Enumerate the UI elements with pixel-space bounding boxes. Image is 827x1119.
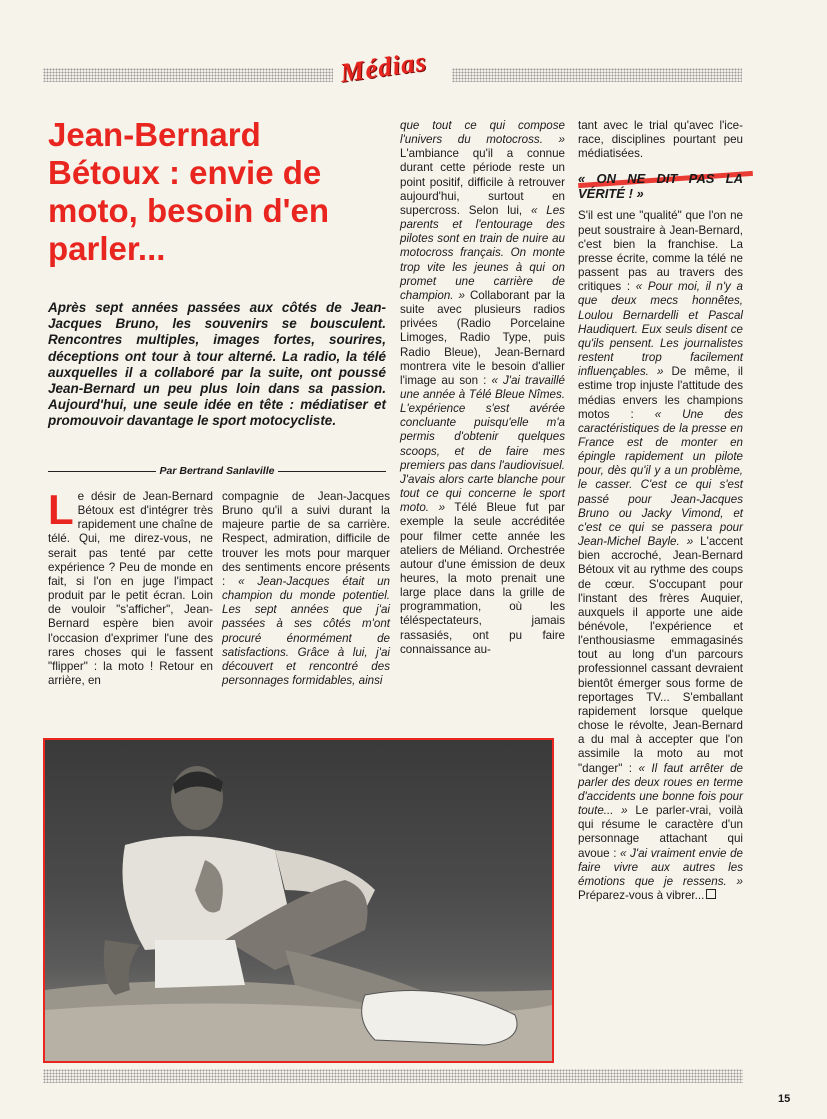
byline-rule-left (48, 471, 156, 472)
bottom-dotted-band (43, 1069, 743, 1083)
shorts-shape (155, 940, 245, 988)
section-rubric: Médias (338, 46, 429, 88)
column-4-text-5: Le parler-vrai, voilà qui résume le caractère d'un personnage attachant qui avoue : (578, 804, 743, 860)
column-4-subhead (578, 171, 743, 201)
column-3-text-2: Collaborant par la suite avec plusieurs radios privées (Radio Porcelaine Limoges, Radio Type, puis Radio Bleue), Jean-Bernard montrera vite le besoin d'allier l'image au son : (400, 288, 565, 387)
text-column-3 (400, 119, 565, 657)
column-3-quote-1: que tout ce qui compose l'univers du motocross. » (400, 119, 565, 147)
byline-rule-right (278, 471, 386, 472)
column-2-quote: « Jean-Jacques était un champion du monde potentiel. Les sept années que j'ai passées à ses côtés m'ont procuré énormément de satisfactions. Grâce à lui, j'ai découvert et rencontré des personnages formidables, ainsi (222, 574, 390, 688)
portrait-photo (43, 738, 554, 1063)
drop-cap: L (48, 486, 74, 533)
end-of-article-mark (706, 889, 716, 899)
column-4-text-2: S'il est une "qualité" que l'on ne peut soustraire à Jean-Bernard, c'est bien la franchise. La presse écrite, comme la télé ne passent pas au travers des critiques : (578, 209, 743, 294)
column-4-text-6: Préparez-vous à vibrer... (578, 888, 705, 902)
column-4-text-3: De même, il estime trop injuste l'attitude des médias envers les champions motos : (578, 365, 743, 421)
top-dotted-band-left (43, 68, 333, 82)
column-4-quote-2: « Une des caractéristiques de la presse en France est de monter en épingle rapidement un pilote pour, dès qu'il y a un problème, le casser. C'est ce qui s'est passé pour Jean-Jacques Bruno ou Jacky Vimond, et c'est ce qui se passera pour Jean-Michel Bayle. » (578, 407, 743, 549)
byline-text: Par Bertrand Sanlaville (159, 465, 275, 477)
photo-illustration (45, 740, 552, 1061)
byline (48, 465, 386, 477)
text-column-1 (48, 486, 213, 688)
article-title: Jean-Bernard Bétoux : envie de moto, besoin d'en parler... (48, 116, 330, 267)
page-number: 15 (778, 1093, 791, 1105)
text-column-2 (222, 490, 390, 688)
text-column-4 (578, 119, 743, 903)
column-3-quote-2: « Les parents et l'entourage des pilotes sont en train de nuire au motocross français. On monte trop vite les jeunes à qui on promet une carrière de champion. » (400, 203, 565, 302)
column-4-quote-1: « Pour moi, il n'y a que deux mecs honnêtes, Loulou Bernardelli et Pascal Haudiquert. Eux seuls disent ce qu'ils pensent. Les journalistes restent trop facilement influençables. » (578, 280, 743, 379)
column-4-text-4: L'accent bien accroché, Jean-Bernard Bétoux vit au rythme des coups de cœur. S'occupant pour l'instant des frères Auquier, auxquels il apporte une aide bénévole, l'expérience et l'enthousiasme emmagasinés tout au long d'un parcours professionnel cassant devraient bientôt émerger sous forme de reportages TV... S'emballant rapidement lorsque quelque chose le révolte, Jean-Bernard a du mal à accepter que l'on assimile la moto au mot "danger" : (578, 535, 743, 775)
column-3-quote-3: « J'ai travaillé une année à Télé Bleue Nîmes. L'expérience s'est avérée concluante puisqu'elle m'a permis d'obtenir quelques scoops, et de faire mes premiers pas dans l'audiovisuel. J'avais alors carte blanche pour tout ce qui concerne le sport moto. » (400, 373, 565, 515)
column-4-text-1: tant avec le trial qu'avec l'ice-race, disciplines pourtant peu médiatisées. (578, 119, 743, 161)
top-dotted-band-right (452, 68, 742, 82)
article-lead: Après sept années passées aux côtés de Jean-Jacques Bruno, les souvenirs se bousculent. Rencontres multiples, images fortes, sourires, déceptions ont tour à tour alterné. La radio, la télé auxquelles il a collaboré par la suite, ont poussé Jean-Bernard un peu plus loin dans sa passion. Aujourd'hui, une seule idée en tête : médiatiser et promouvoir davantage le sport motocycliste. (48, 300, 386, 429)
column-2-text: compagnie de Jean-Jacques Bruno qu'il a suivi durant la majeure partie de sa carrière. Respect, admiration, difficile de trouver les mots pour marquer des sentiments encore présents : (222, 490, 390, 588)
subhead-text: « ON NE DIT PAS LA VÉRITÉ ! » (578, 171, 743, 202)
column-1-text: e désir de Jean-Bernard Bétoux est d'intégrer très rapidement une chaîne de télé. Qui, me direz-vous, ne serait pas tenté par cette expérience ? Peu de monde en fait, si l'on en juge l'impact produit par le petit écran. Loin de vouloir "s'afficher", Jean-Bernard espère bien avoir l'occasion d'exprimer l'une des rares choses qui le fassent "flipper" : la moto ! Retour en arrière, en (48, 490, 213, 688)
column-4-quote-3: « Il faut arrêter de parler des deux roues en terme d'accidents une bonne fois pour toute... » (578, 761, 743, 818)
column-4-quote-4: « J'ai vraiment envie de faire vivre aux autres les émotions que je ressens. » (578, 846, 743, 888)
column-3-text-3: Télé Bleue fut par exemple la seule accréditée pour filmer cette année les ateliers de Méliand. Orchestrée autour d'une émission de deux heures, la moto prenait une large place dans la grille de programmation, où les téléspectateurs, jamais rassasiés, ont pu faire connaissance au- (400, 501, 565, 656)
column-3-text-1: L'ambiance qu'il a connue durant cette période reste un point positif, difficile à retrouver aujourd'hui, surtout en supercross. Selon lui, (400, 147, 565, 217)
